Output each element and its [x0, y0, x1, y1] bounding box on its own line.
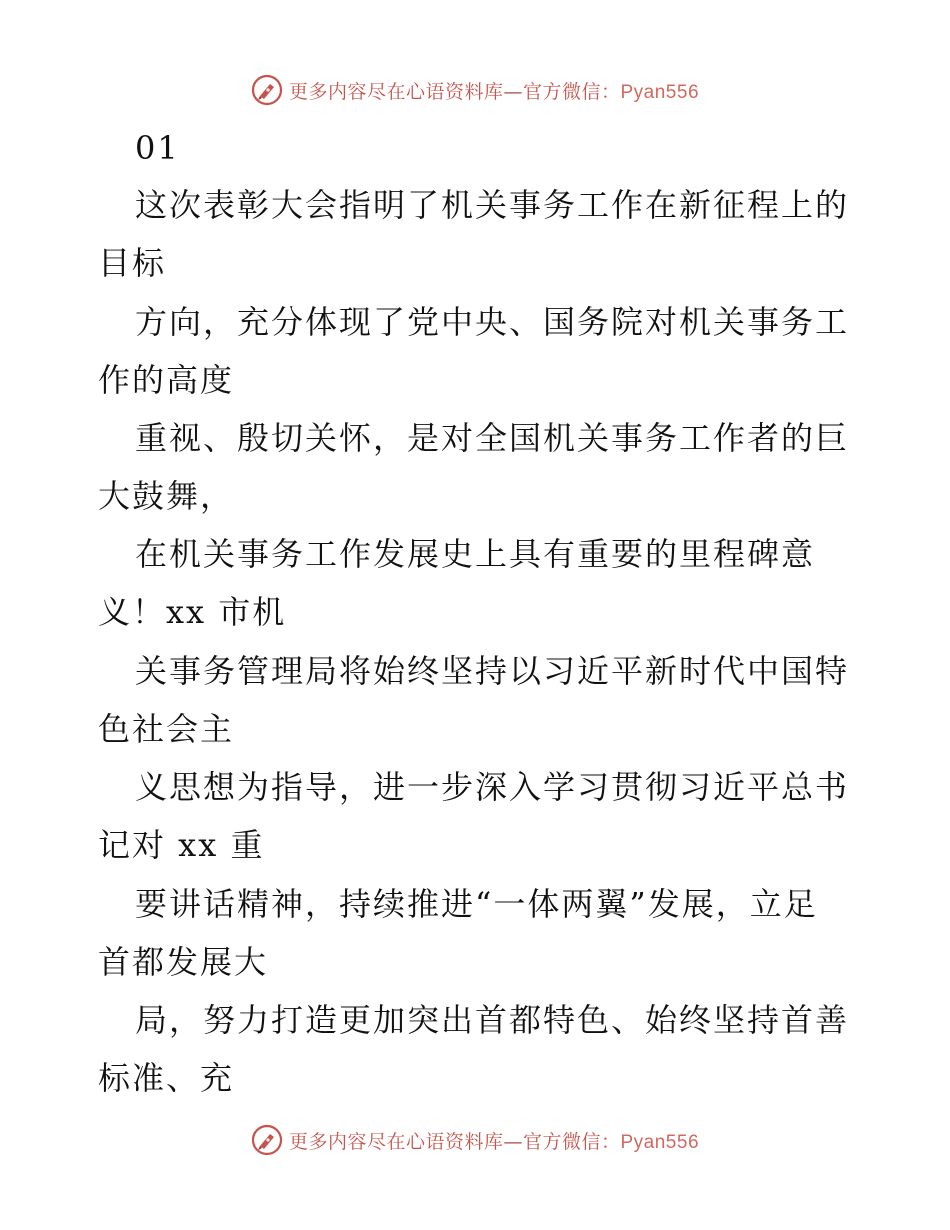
- text-line: 这次表彰大会指明了机关事务工作在新征程上的: [135, 186, 850, 224]
- watermark-label: 官方微信：: [522, 1130, 621, 1153]
- text-line: 色社会主: [98, 710, 235, 748]
- text-line: 关事务管理局将始终坚持以习近平新时代中国特: [135, 652, 850, 690]
- watermark-text: [289, 77, 699, 104]
- text-line: 义！xx 市机: [98, 593, 287, 631]
- watermark-separator: —: [503, 1130, 523, 1153]
- watermark-separator: —: [503, 80, 523, 103]
- text-line: 要讲话精神，持续推进“一体两翼”发展，立足: [135, 885, 818, 923]
- text-line: 01: [135, 129, 180, 167]
- watermark-id: Pyan556: [620, 81, 700, 103]
- watermark-site: 更多内容尽在心语资料库: [288, 1130, 504, 1153]
- text-line: 局，努力打造更加突出首都特色、始终坚持首善: [135, 1001, 850, 1039]
- watermark-label: 官方微信：: [522, 80, 621, 103]
- text-line: 标准、充: [98, 1059, 235, 1097]
- text-line: 记对 xx 重: [98, 826, 265, 864]
- watermark-footer: [0, 1122, 950, 1158]
- text-line: 作的高度: [98, 361, 235, 399]
- text-line: 大鼓舞，: [98, 477, 235, 515]
- text-line: 方向，充分体现了党中央、国务院对机关事务工: [135, 303, 850, 341]
- watermark-site: 更多内容尽在心语资料库: [288, 80, 504, 103]
- pen-nib-logo-icon: [251, 1124, 283, 1156]
- watermark-text: [289, 1127, 699, 1154]
- watermark-header: [0, 72, 950, 108]
- text-line: 重视、殷切关怀，是对全国机关事务工作者的巨: [135, 419, 850, 457]
- text-line: 目标: [98, 244, 167, 282]
- text-line: 首都发展大: [98, 943, 269, 981]
- watermark-id: Pyan556: [620, 1131, 700, 1153]
- pen-nib-logo-icon: [251, 74, 283, 106]
- text-line: 在机关事务工作发展史上具有重要的里程碑意: [135, 535, 816, 573]
- text-line: 义思想为指导，进一步深入学习贯彻习近平总书: [135, 768, 850, 806]
